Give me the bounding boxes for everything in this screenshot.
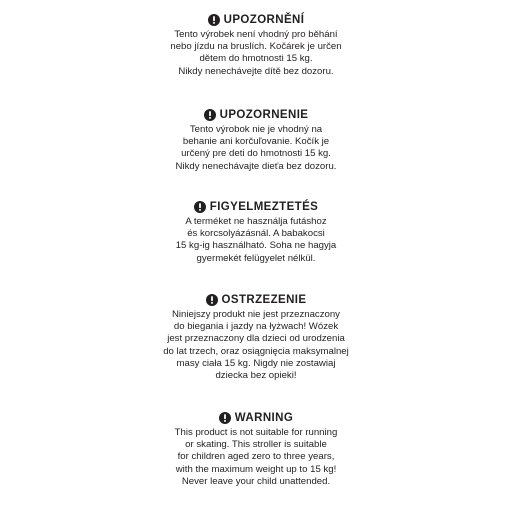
body-line: Tento výrobek není vhodný pro běhání [174,29,338,40]
warning-section-cz [0,13,512,78]
body-line: Nikdy nenechávejte dítě bez dozoru. [178,65,334,77]
body-line: do biegania i jazdy na łyżwach! Wózek [173,321,339,333]
warning-section-hu [0,200,512,265]
body-line: with the maximum weight up to 15 kg! [175,463,337,475]
warning-section-en [0,411,512,488]
body-line: do lat trzech, oraz osiągnięcia maksymalnej [163,345,349,357]
heading-text: UPOZORNENIE [219,109,309,121]
heading-text: UPOZORNĚNÍ [223,14,305,26]
section-heading [0,108,512,122]
body-line: masy ciała 15 kg. Nigdy nie zostawiaj [176,357,336,369]
section-heading [0,13,512,27]
heading-text: WARNING [234,412,294,424]
body-line: jest przeznaczony dla dzieci od urodzenia [167,333,345,345]
section-heading [0,411,512,425]
body-line: dziecka bez opieki! [215,370,297,382]
body-line: nebo jízdu na bruslích. Kočárek je určen [170,41,342,53]
body-line: behanie ani korčuľovanie. Kočík je [182,136,330,148]
body-line: dětem do hmotnosti 15 kg. [199,53,313,65]
section-heading [0,293,512,307]
warning-section-sk [0,108,512,173]
exclamation-circle-icon [194,201,206,213]
body-line: és korcsolyázásnál. A babakocsi [187,228,325,240]
section-heading [0,200,512,214]
body-line: Niniejszy produkt nie jest przeznaczony [172,309,340,320]
exclamation-circle-icon [204,109,216,121]
heading-text: OSTRZEZENIE [221,294,307,306]
body-line: or skating. This stroller is suitable [185,439,327,451]
body-line: určený pre deti do hmotnosti 15 kg. [181,148,331,160]
exclamation-circle-icon [219,412,231,424]
body-line: 15 kg-ig használható. Soha ne hagyja [175,240,337,252]
body-line: for children aged zero to three years, [177,451,335,463]
body-line: Never leave your child unattended. [181,475,331,487]
warning-section-pl [0,293,512,382]
body-line: gyermekét felügyelet nélkül. [196,252,316,264]
exclamation-circle-icon [206,294,218,306]
body-line: This product is not suitable for running [174,427,338,438]
heading-text: FIGYELMEZTETÉS [209,201,319,213]
exclamation-circle-icon [208,14,220,26]
body-line: A terméket ne használja futáshoz [185,216,327,227]
body-line: Nikdy nenechávajte dieťa bez dozoru. [175,160,337,172]
body-line: Tento výrobok nie je vhodný na [189,124,323,135]
